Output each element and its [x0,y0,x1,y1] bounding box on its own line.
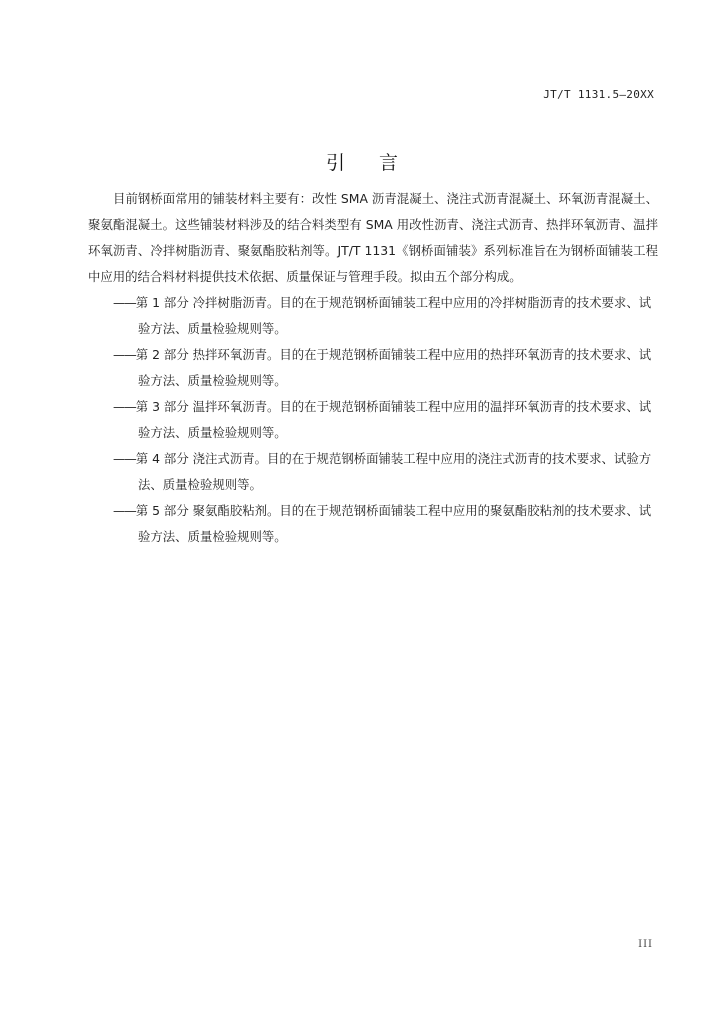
list-item-text: 第 2 部分 热拌环氧沥青。目的在于规范钢桥面铺装工程中应用的热拌环氧沥青的技术要求、试验方法、质量检验规则等。 [135,347,652,388]
list-item-text: 第 4 部分 浇注式沥青。目的在于规范钢桥面铺装工程中应用的浇注式沥青的技术要求、试验方法、质量检验规则等。 [135,451,652,492]
document-body [88,186,658,550]
list-item-text: 第 5 部分 聚氨酯胶粘剂。目的在于规范钢桥面铺装工程中应用的聚氨酯胶粘剂的技术要求、试验方法、质量检验规则等。 [135,503,652,544]
list-item-part-3 [88,394,658,446]
list-item-part-2 [88,342,658,394]
list-item-part-1 [88,290,658,342]
page-number: III [638,939,653,950]
standard-code: JT/T 1131.5—20XX [543,88,654,101]
page-title: 引言 [325,152,432,174]
list-dash: —— [113,295,136,310]
list-item-part-5 [88,498,658,550]
list-item-text: 第 3 部分 温拌环氧沥青。目的在于规范钢桥面铺装工程中应用的温拌环氧沥青的技术要求、试验方法、质量检验规则等。 [135,399,652,440]
list-dash: —— [113,399,136,414]
list-item-text: 第 1 部分 冷拌树脂沥青。目的在于规范钢桥面铺装工程中应用的冷拌树脂沥青的技术要求、试验方法、质量检验规则等。 [135,295,652,336]
list-dash: —— [113,347,136,362]
intro-paragraph: 目前钢桥面常用的铺装材料主要有：改性 SMA 沥青混凝土、浇注式沥青混凝土、环氧沥青混凝土、聚氨酯混凝土。这些铺装材料涉及的结合料类型有 SMA 用改性沥青、浇注式沥青、热拌环氧沥青、温拌环氧沥青、冷拌树脂沥青、聚氨酯胶粘剂等。JT/T 1131《钢桥面铺装》系列标准旨在为钢桥面铺装工程中应用的结合料材料提供技术依据、质量保证与管理手段。拟由五个部分构成。 [88,191,658,284]
list-dash: —— [113,451,136,466]
list-dash: —— [113,503,136,518]
list-item-part-4 [88,446,658,498]
